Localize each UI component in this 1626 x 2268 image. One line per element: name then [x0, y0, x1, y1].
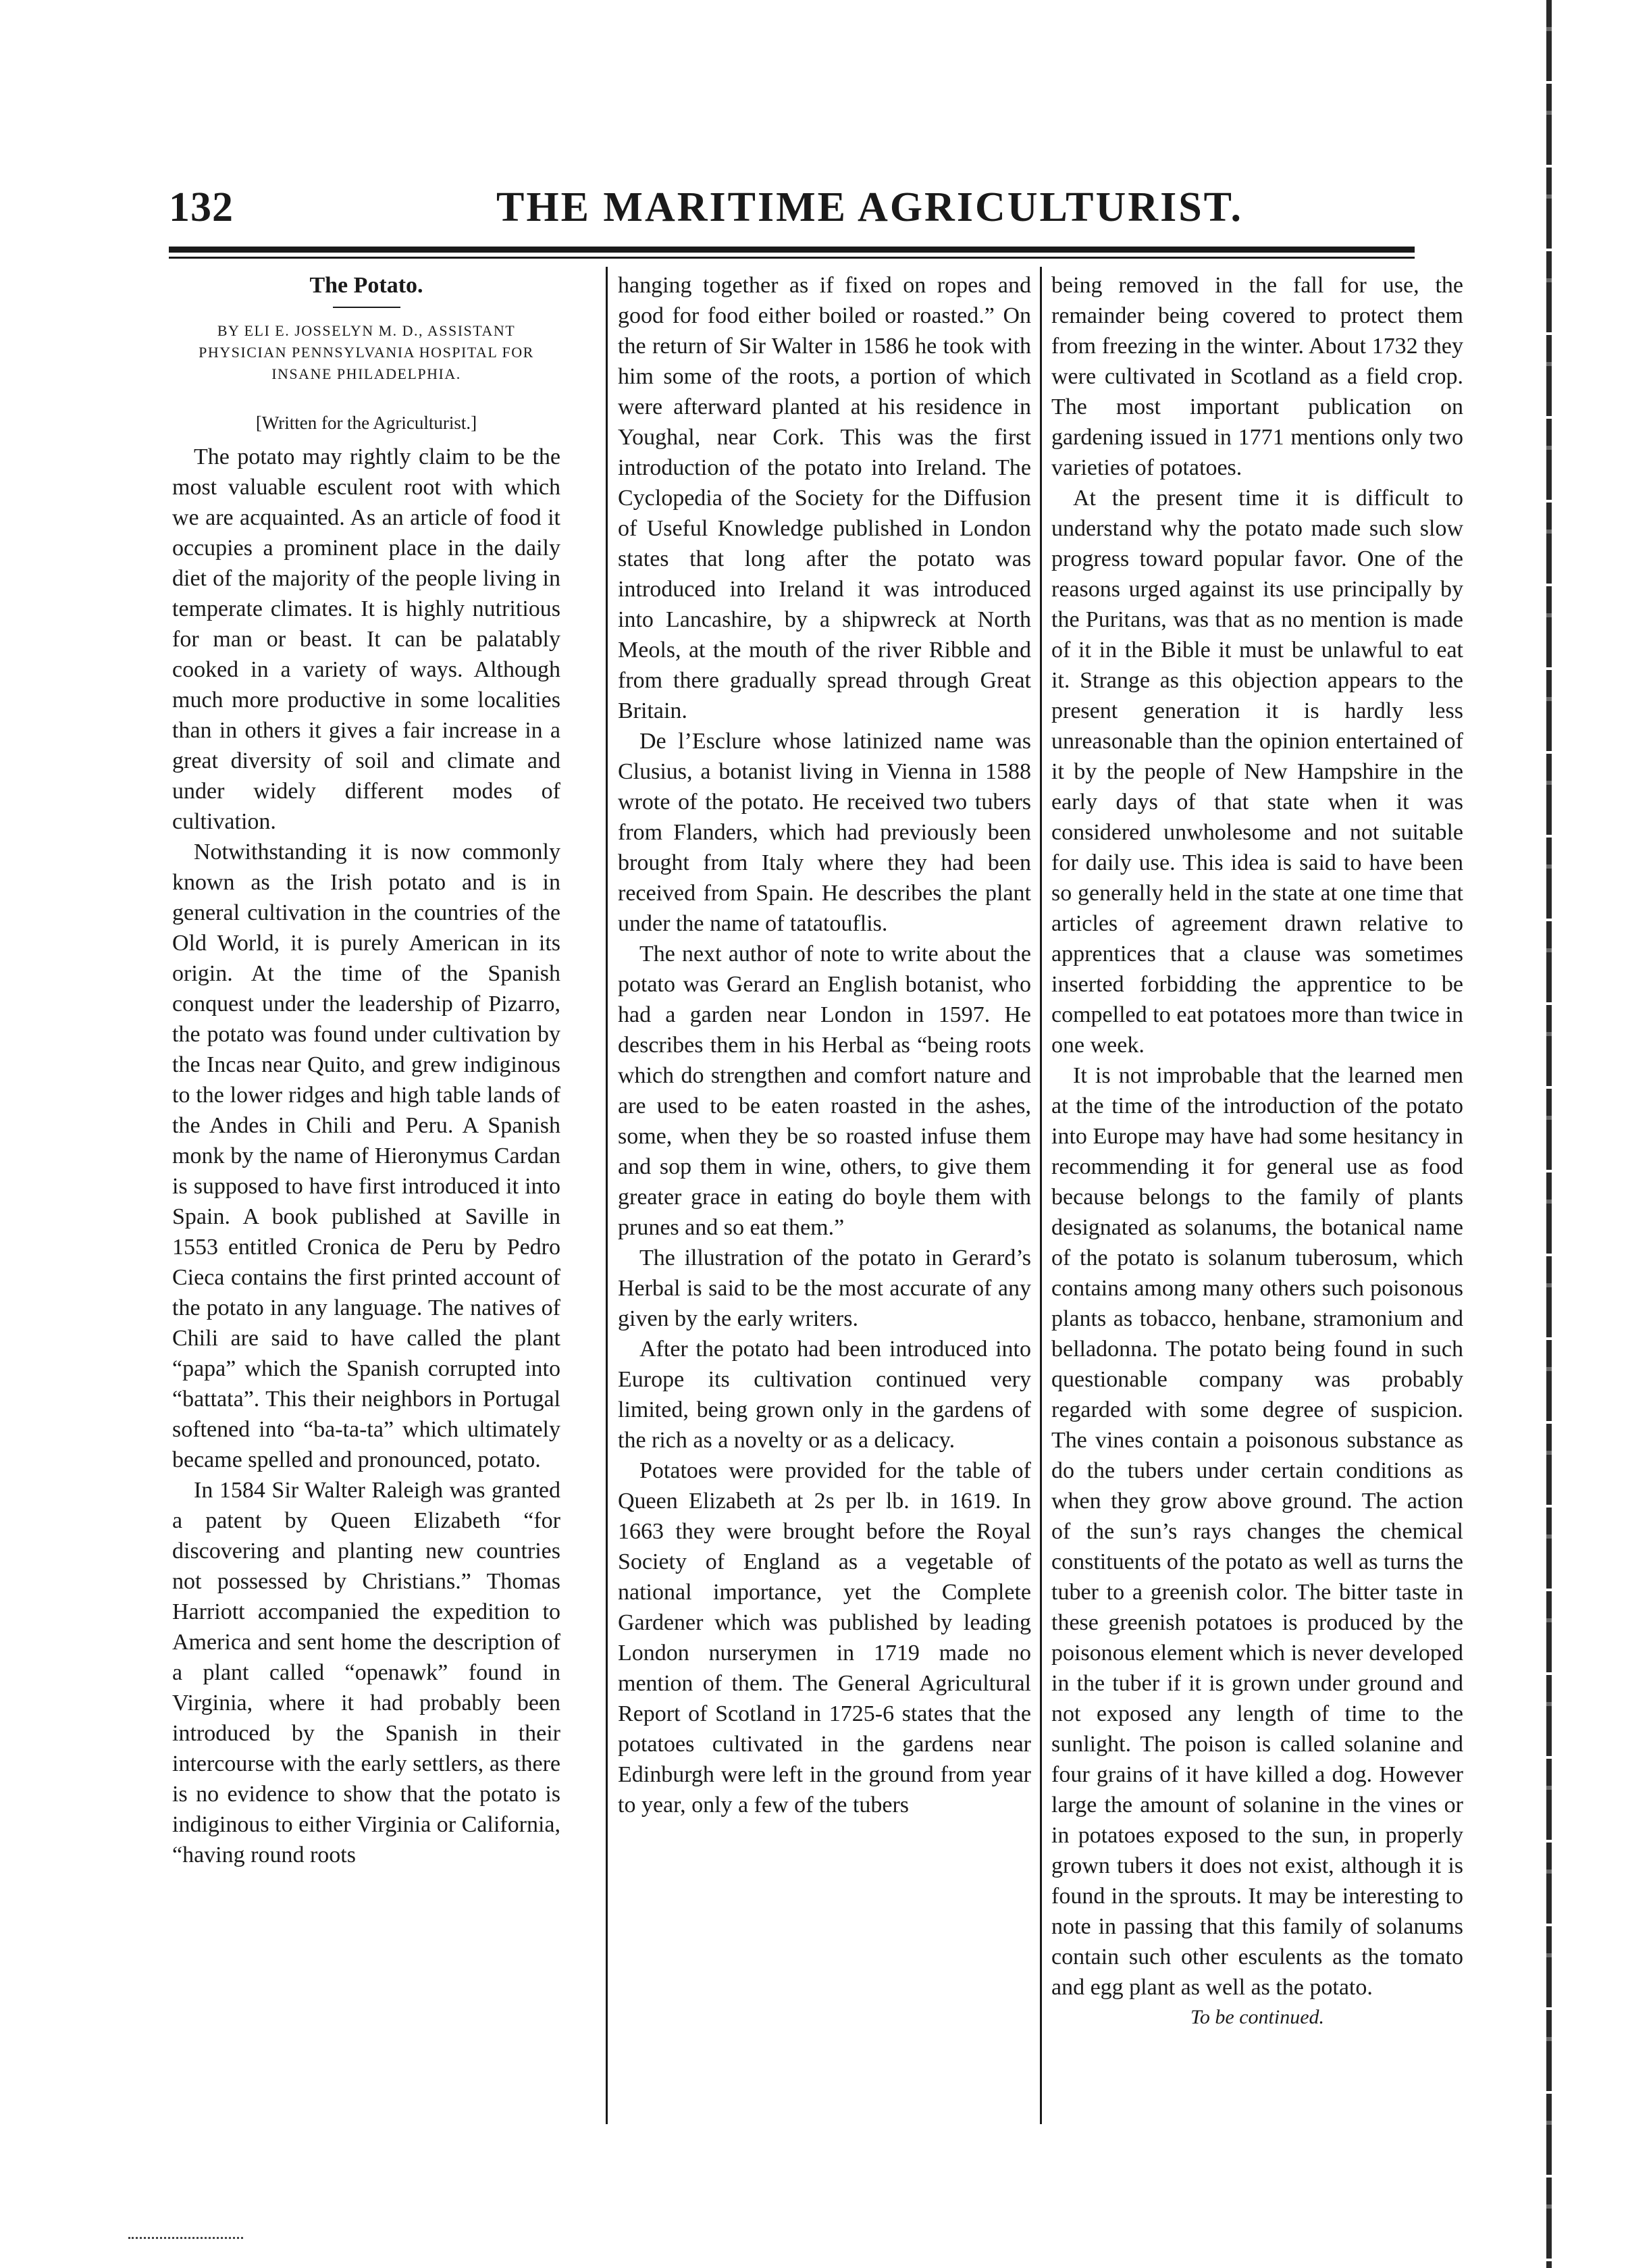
column-1 — [172, 270, 560, 1870]
continued-note: To be continued. — [1190, 2006, 1325, 2028]
page-number: 132 — [169, 184, 234, 230]
article-byline: BY ELI E. JOSSELYN M. D., ASSISTANT PHYSICIAN PENNSYLVANIA HOSPITAL FOR INSANE PHILADELPHIA. — [199, 322, 534, 382]
paragraph: hanging together as if fixed on ropes and good for food either boiled or roasted.” On the return of Sir Walter in 1586 he took with him some of the roots, a portion of which were afterward planted at his residence in Youghal, near Cork. This was the first introduction of the potato into Ireland. The Cyclopedia of the Society for the Diffusion of Useful Knowledge published in London states that long after the potato was introduced into Ireland it was introduced into Lancashire, by a shipwreck at North Meols, at the mouth of the river Ribble and from there gradually spread through Great Britain. — [618, 273, 1031, 723]
column-divider — [1040, 267, 1042, 2124]
paragraph: The illustration of the potato in Gerard’s Herbal is said to be the most accurate of any given by the early writers. — [618, 1245, 1031, 1331]
paragraph: De l’Esclure whose latinized name was Clusius, a botanist living in Vienna in 1588 wrote of the potato. He received two tubers from Flanders, which had previously been brought from Italy where they had been received from Spain. He describes the plant under the name of tatatouflis. — [618, 729, 1031, 936]
column-2 — [618, 270, 1031, 1820]
column-3 — [1051, 270, 1463, 2031]
paragraph: At the present time it is difficult to understand why the potato made such slow progress toward popular favor. One of the reasons urged against its use principally by the Puritans, was that as no mention is made of it in the Bible it must be unlawful to eat it. Strange as this objection appears to the present generation it is hardly less unreasonable than the opinion entertained of it by the people of New Hampshire in the early days of that state when it was considered unwholesome and not suitable for daily use. This idea is said to have been so generally held in the state at one time that articles of agreement drawn relative to apprentices that a clause was sometimes inserted forbidding the apprentice to be compelled to eat potatoes more than twice in one week. — [1051, 486, 1463, 1058]
paragraph: The next author of note to write about the potato was Gerard an English botanist, who had a garden near London in 1597. He describes them in his Herbal as “being roots which do strengthen and comfort nature and are used to be eaten roasted in the ashes, some, when they be so roasted infuse them and sop them in wine, others, to give them greater grace in eating do boyle them with prunes and so eat them.” — [618, 942, 1031, 1240]
masthead-title: THE MARITIME AGRICULTURIST. — [496, 184, 1243, 230]
article-title: The Potato. — [309, 273, 423, 298]
article-note: [Written for the Agriculturist.] — [255, 413, 477, 433]
paragraph: The potato may rightly claim to be the most valuable esculent root with which we are acquainted. As an article of food it occupies a prominent place in the daily diet of the majority of the people living in temperate climates. It is highly nutritious for man or beast. It can be palatably cooked in a variety of ways. Although much more productive in some localities than in others it gives a fair increase in a great diversity of soil and climate and under widely different modes of cultivation. — [172, 444, 560, 834]
scan-specks — [128, 2237, 243, 2242]
paragraph: It is not improbable that the learned men at the time of the introduction of the potato into Europe may have had some hesitancy in recommending it for general use as food because belongs to the family of plants designated as solanums, the botanical name of the potato is solanum tuberosum, which contains among many others such poisonous plants as tobacco, henbane, stramonium and belladonna. The potato being found in such questionable company was probably regarded with some degree of suspicion. The vines contain a poisonous substance as do the tubers under certain conditions as when they grow above ground. The action of the sun’s rays changes the chemical constituents of the potato as well as turns the tuber to a greenish color. The bitter taste in these greenish potatoes is produced by the poisonous element which is never developed in the tuber if it is grown under ground and not exposed any length of time to the sunlight. The poison is called solanine and four grains of it have killed a dog. However large the amount of solanine in the vines or in potatoes exposed to the sun, in properly grown tubers it does not exist, although it is found in the sprouts. It may be interesting to note in passing that this family of solanums contain such other esculents as the tomato and egg plant as well as the potato. — [1051, 1063, 1463, 2000]
title-rule — [333, 307, 400, 308]
paragraph: Potatoes were provided for the table of Queen Elizabeth at 2s per lb. in 1619. In 1663 they were brought before the Royal Society of England as a vegetable of national importance, yet the Complete Gardener which was published by leading London nurserymen in 1719 made no mention of them. The General Agricultural Report of Scotland in 1725-6 states that the potatoes cultivated in the gardens near Edinburgh were left in the ground from year to year, only a few of the tubers — [618, 1458, 1031, 1818]
paragraph: Notwithstanding it is now commonly known as the Irish potato and is in general cultivation in the countries of the Old World, it is purely American in its origin. At the time of the Spanish conquest under the leadership of Pizarro, the potato was found under cultivation by the Incas near Quito, and grew indiginous to the lower ridges and high table lands of the Andes in Chili and Peru. A Spanish monk by the name of Hieronymus Cardan is supposed to have first introduced it into Spain. A book published at Saville in 1553 entitled Cronica de Peru by Pedro Cieca contains the first printed account of the potato in any language. The natives of Chili are said to have called the plant “papa” which the Spanish corrupted into “battata”. This their neighbors in Portugal softened into “ba-ta-ta” which ultimately became spelled and pronounced, potato. — [172, 840, 560, 1472]
column-divider — [606, 267, 608, 2124]
paragraph: being removed in the fall for use, the remainder being covered to protect them from freezing in the winter. About 1732 they were cultivated in Scotland as a field crop. The most important publication on gardening issued in 1771 mentions only two varieties of potatoes. — [1051, 273, 1463, 480]
paragraph: In 1584 Sir Walter Raleigh was granted a patent by Queen Elizabeth “for discovering and planting new countries not possessed by Christians.” Thomas Harriott accompanied the expedition to America and sent home the description of a plant called “openawk” found in Virginia, where it had probably been introduced by the Spanish in their intercourse with the early settlers, as there is no evidence to show that the potato is indiginous to either Virginia or California, “having round roots — [172, 1478, 560, 1867]
header-rule-thick — [169, 247, 1415, 253]
page-edge-border — [1546, 0, 1552, 2268]
paragraph: After the potato had been introduced into Europe its cultivation continued very limited, being grown only in the gardens of the rich as a novelty or as a delicacy. — [618, 1337, 1031, 1453]
header-rule-thin — [169, 257, 1415, 259]
